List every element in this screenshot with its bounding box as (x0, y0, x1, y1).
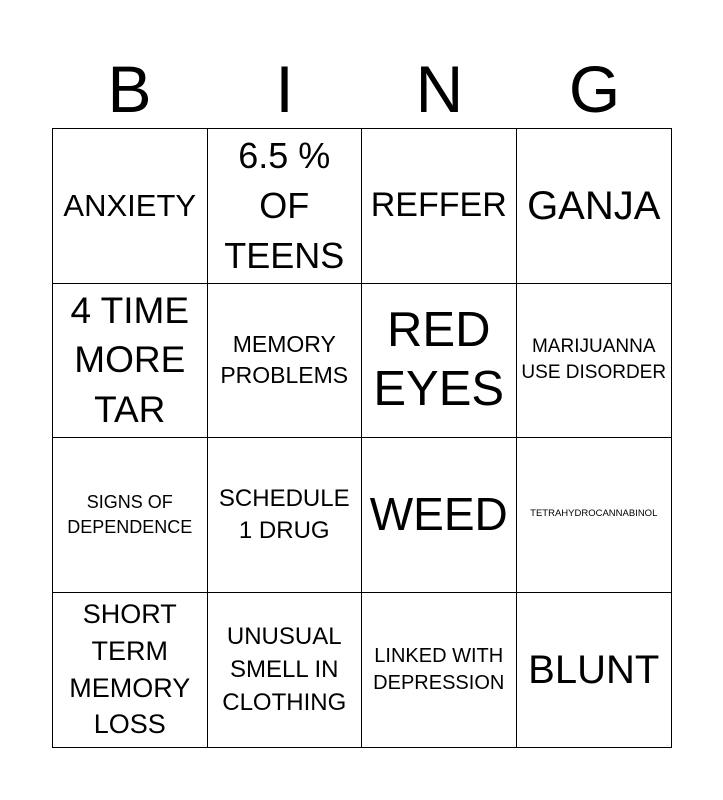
cell-label: TETRAHYDROCANNABINOL (530, 508, 658, 520)
cell-label: SCHEDULE 1 DRUG (218, 485, 350, 544)
cell-label: 6.5 % OF TEENS (224, 135, 345, 276)
cell-label: SHORT TERM MEMORY LOSS (69, 599, 191, 740)
cell-label: UNUSUAL SMELL IN CLOTHING (222, 623, 347, 717)
bingo-cell[interactable] (53, 593, 208, 748)
cell-label: BLUNT (528, 647, 660, 692)
bingo-cell[interactable] (362, 438, 517, 593)
cell-label: MARIJUANNA USE DISORDER (521, 335, 667, 384)
cell-label: REFFER (370, 186, 507, 225)
header-letter-b: B (107, 52, 152, 126)
cell-label: WEED (369, 488, 508, 541)
cell-label: SIGNS OF DEPENDENCE (67, 491, 193, 537)
bingo-cell[interactable] (53, 284, 208, 439)
cell-label: 4 TIME MORE TAR (70, 289, 190, 431)
header-letter-g: G (568, 52, 621, 126)
bingo-cell[interactable] (362, 129, 517, 284)
bingo-cell[interactable] (208, 593, 363, 748)
bingo-header (52, 50, 672, 128)
bingo-cell[interactable] (53, 129, 208, 284)
header-letter-i: I (275, 52, 294, 126)
bingo-cell[interactable] (53, 438, 208, 593)
bingo-cell[interactable] (517, 129, 672, 284)
bingo-cell[interactable] (517, 438, 672, 593)
bingo-cell[interactable] (208, 438, 363, 593)
bingo-cell[interactable] (517, 284, 672, 439)
header-letter-n: N (415, 52, 464, 126)
bingo-board (52, 128, 672, 748)
bingo-cell[interactable] (208, 284, 363, 439)
cell-label: RED EYES (373, 303, 505, 417)
cell-label: LINKED WITH DEPRESSION (373, 645, 505, 694)
cell-label: ANXIETY (63, 187, 197, 223)
bingo-cell[interactable] (208, 129, 363, 284)
bingo-cell[interactable] (362, 593, 517, 748)
bingo-cell[interactable] (362, 284, 517, 439)
bingo-cell[interactable] (517, 593, 672, 748)
cell-label: GANJA (527, 183, 661, 228)
cell-label: MEMORY PROBLEMS (220, 330, 349, 389)
